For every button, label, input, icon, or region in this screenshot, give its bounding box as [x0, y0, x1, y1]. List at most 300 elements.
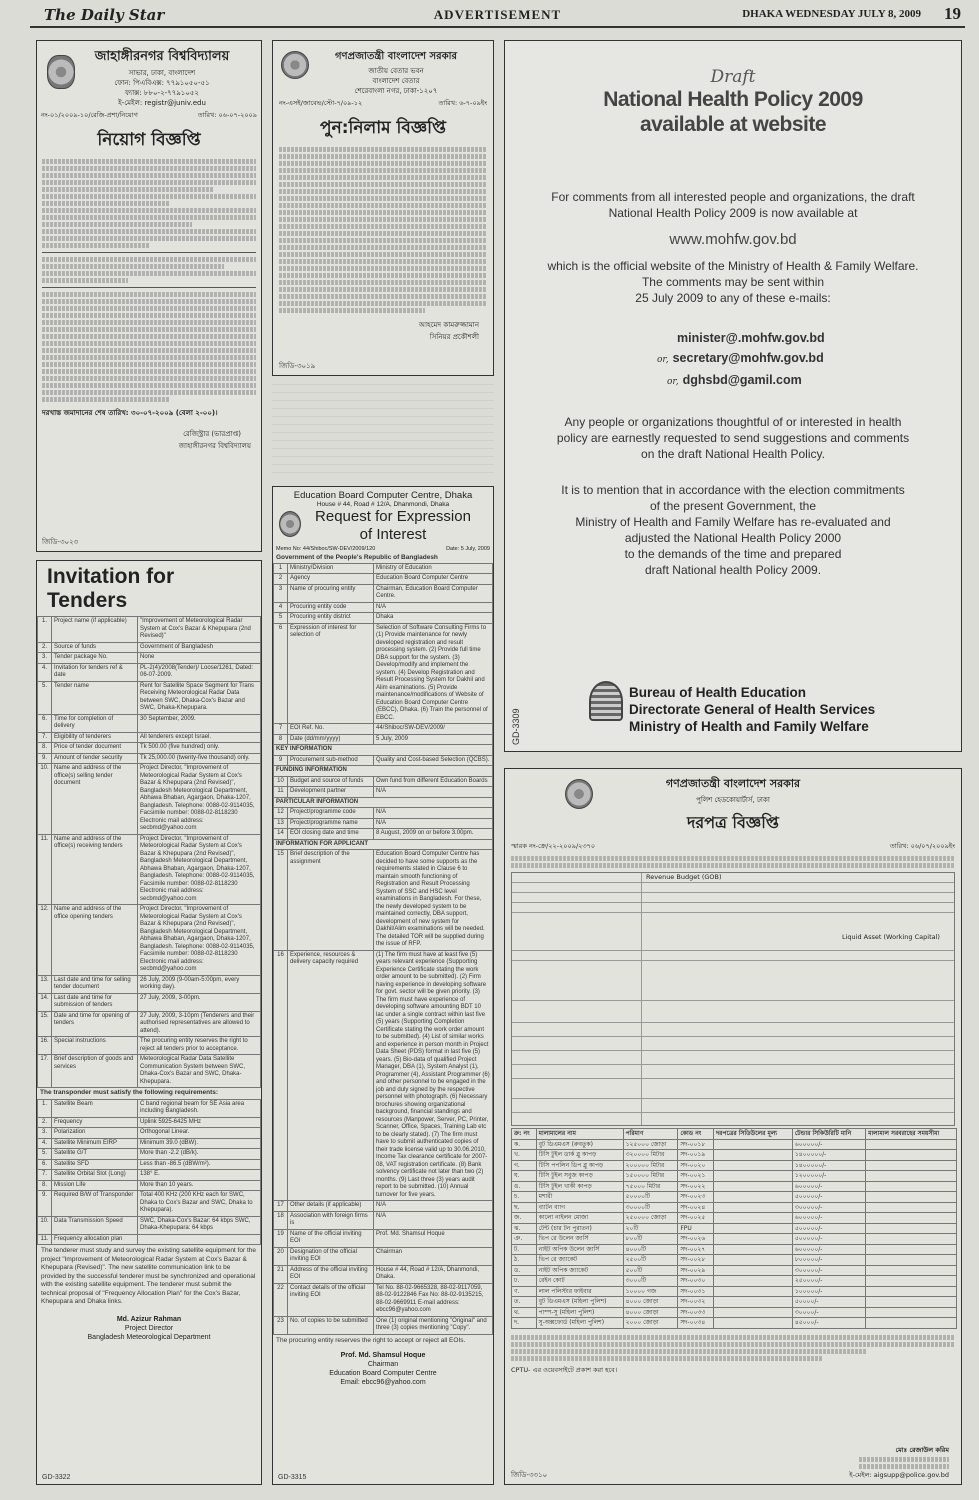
table-cell: 10. — [38, 764, 52, 835]
table-cell: 11 — [274, 787, 288, 798]
eoi-heading1: Request for Expression — [315, 508, 471, 525]
table-cell: Brief description of goods and services — [52, 1055, 138, 1088]
table-cell: ৩০০০টি — [623, 1276, 678, 1287]
section-name: ADVERTISEMENT — [433, 7, 562, 22]
table-cell: সদ-০০২১ — [678, 1171, 714, 1182]
table-row — [274, 1265, 493, 1283]
table-cell: ৪৫০০০/- — [792, 1318, 865, 1329]
column-header: দরপত্রের সিডিউলের মূল্য — [714, 1129, 793, 1140]
table-cell: 4. — [38, 663, 52, 681]
hp-draft: Draft — [710, 67, 756, 87]
table-row — [274, 776, 493, 787]
table-cell — [866, 1276, 957, 1287]
table-row — [38, 1128, 261, 1139]
table-cell — [866, 1213, 957, 1224]
table-row — [512, 1297, 957, 1308]
table-row — [38, 1011, 261, 1037]
table-cell: টিসি টুইল ডার্ক ব্লু কাপড় — [536, 1150, 623, 1161]
table-cell: 11. — [38, 1234, 52, 1245]
table-cell: 30 September, 2009. — [138, 714, 261, 732]
table-cell — [714, 1297, 793, 1308]
table-cell — [866, 1286, 957, 1297]
table-cell: Satellite G/T — [52, 1149, 138, 1160]
table-row — [512, 1150, 957, 1161]
ju-fax: ফ্যাক্স: ৮৮০-২-৭৭৯১০৫২ — [125, 89, 199, 97]
table-cell: ৩২০০০০ মিটার — [623, 1150, 678, 1161]
section-row — [274, 797, 493, 808]
table-row — [38, 975, 261, 993]
table-cell: Association with foreign firms is — [288, 1211, 374, 1229]
table-cell: Agency — [288, 574, 374, 585]
table-cell: 8 — [274, 734, 288, 745]
table-cell: ১৪০০০০০/- — [792, 1160, 865, 1171]
paper-name: The Daily Star — [44, 6, 165, 24]
hp-p3b: policy are earnestly requested to send suggestions and comments — [556, 431, 910, 445]
table-cell: 12 — [274, 808, 288, 819]
table-cell: ৬০০০০০/- — [792, 1181, 865, 1192]
police-memo-date: তারিখ: ০৬/০৭/২০০৯ইং — [889, 842, 955, 850]
betar-ad — [272, 40, 494, 376]
ju-email: ই-মেইল: registr@juniv.edu — [118, 99, 206, 107]
table-cell: ক. — [512, 1139, 537, 1150]
eoi-memo-date: Date: 5 July, 2009 — [446, 546, 490, 552]
table-cell: ড. — [512, 1265, 537, 1276]
table-cell: EOI closing date and time — [288, 829, 374, 840]
table-cell: N/A — [374, 787, 493, 798]
table-cell: 9. — [38, 753, 52, 764]
column-header: টেন্ডার সিকিউরিটি মানি — [792, 1129, 865, 1140]
table-cell: Mission Life — [52, 1180, 138, 1191]
table-cell: Tk 25,000.00 (twenty-five thousand) only. — [138, 753, 261, 764]
table-cell: Dhaka — [374, 613, 493, 624]
table-cell: লাল পলিস্টার ফাইবার — [536, 1286, 623, 1297]
table-row — [38, 714, 261, 732]
table-cell: টিসি টুইল সবুজ কাপড় — [536, 1171, 623, 1182]
table-cell: 8 August, 2009 on or before 3.00pm. — [374, 829, 493, 840]
ju-memo-date: তারিখ: ০৬-০৭-২০০৯ — [197, 111, 257, 119]
table-cell: 2 — [274, 574, 288, 585]
eoi-signer-org: Education Board Computer Centre — [329, 1370, 437, 1377]
table-cell: Rent for Satellite Space Segment for Trans Receiving Meteorological Radar Data between SWC, Dhaka-Cox's Bazar and SWC, Dhaka-Khepupara. — [138, 681, 261, 714]
ju-signer: রেজিস্ট্রার (ভারপ্রাপ্ত) — [183, 430, 241, 438]
table-row — [38, 1216, 261, 1234]
table-cell: সদ-০০৩৩ — [678, 1307, 714, 1318]
table-cell: 5. — [38, 681, 52, 714]
table-cell — [866, 1192, 957, 1203]
table-cell: থ. — [512, 1307, 537, 1318]
table-cell: 7 — [274, 724, 288, 735]
table-cell — [866, 1234, 957, 1245]
eoi-govt: Government of the People's Republic of Bangladesh — [276, 554, 438, 561]
table-cell: Amount of tender security — [52, 753, 138, 764]
table-cell: Last date and time for submission of tenders — [52, 993, 138, 1011]
table-cell — [714, 1213, 793, 1224]
police-liquid: Liquid Asset (Working Capital) — [842, 933, 940, 941]
table-cell: Less than -86.5 (dBW/m²). — [138, 1159, 261, 1170]
table-cell: Project Director, "Improvement of Meteorological Radar System at Cox's Bazar & Khepupara (2nd Revised)", Bangladesh Meteorological Department, Abhawa Bhaban, Agargaon, Dhaka-1207, Bangladesh. Telephone: 0088-02-9114035, Facsimile number: 0088-02-8118230 Electronic mail address: secbmd@yahoo.com — [138, 764, 261, 835]
table-cell: One (1) original mentioning "Original" and three (3) copies mentioning "Copy". — [374, 1316, 493, 1334]
table-cell: সদ-০০২৪ — [678, 1202, 714, 1213]
table-cell: 26 July, 2009 (9-00am-5:00pm, every working day). — [138, 975, 261, 993]
health-policy-ad — [504, 40, 962, 752]
table-cell — [714, 1171, 793, 1182]
ju-ref: জিডি-৩০২৩ — [42, 538, 79, 546]
table-row — [38, 732, 261, 743]
table-cell: সু-অক্সফোর্ড (মহিলা পুলিশ) — [536, 1318, 623, 1329]
table-row — [38, 1191, 261, 1217]
table-cell: ২৫০০টি — [623, 1255, 678, 1266]
table-row — [512, 1276, 957, 1287]
betar-signer-title: সিনিয়র প্রকৌশলী — [429, 333, 479, 341]
ju-signer-org: জাহাঙ্গীরনগর বিশ্ববিদ্যালয় — [178, 442, 251, 450]
table-cell: Total 400 KHz (200 KHz each for SWC, Dhaka to Cox's Bazar and SWC, Dhaka to Khepupara). — [138, 1191, 261, 1217]
table-cell — [866, 1150, 957, 1161]
table-cell: (1) The firm must have at least five (5) years relevant experience (Supporting Experience Certificate stating the work order amount to be submitted). (2) Firm having experience in developing software for govt. sector will be given priority. (3) The firm must have experience of developing software amounting BDT 10 lac under a single contract within last five (5) years (Supporting Completion Certificate stating the work order amount to be submitted). (4) List of similar works and experience in person month in Project Data Sheet (PDS) format in last five (5) years. (5) Bio-data of qualified Project Manager, DBA (1), System Analyst (1), Programmer (4), Assistant Programmer (6) and other personnel to be engaged in the job and duly signed by the respective personnel with photograph. (6) Necessary brochures showing organizational background, financial standings and resources (Manpower, Server, PC, Printer, Scanner, Office, Spaces, Training Lab etc to be clearly stated). (7) The firm must have to submit authenticated copies of their trade license valid up to 30.06.2010, Income Tax clearance certificate for 2007-08, VAT registration certificate. (8) Bank solvency certificate not later than two (2) months. (9) Last three (3) years audit report to be submitted. (10) Annual turnover for five years. — [374, 950, 493, 1201]
hp-url: www.mohfw.gov.bd — [669, 231, 797, 248]
police-sub: পুলিশ হেডকোয়ার্টার্স, ঢাকা — [696, 796, 770, 804]
table-row — [274, 584, 493, 602]
ju-memo: নং-০১/২০০৯-১০/রেজি-প্রশা/নিয়োগ — [41, 111, 138, 119]
table-cell: দ. — [512, 1318, 537, 1329]
table-cell: 15 — [274, 850, 288, 951]
table-row — [274, 1201, 493, 1212]
table-cell: 13. — [38, 975, 52, 993]
table-cell: 9. — [38, 1191, 52, 1217]
police-budget: Revenue Budget (GOB) — [646, 873, 722, 881]
section-row — [274, 745, 493, 756]
table-cell: 8. — [38, 743, 52, 754]
table-cell: 4. — [38, 1138, 52, 1149]
table-row — [38, 993, 261, 1011]
table-cell: All tenderers except Israel. — [138, 732, 261, 743]
table-cell: ৮০০টি — [623, 1234, 678, 1245]
tender-signer: Md. Azizur Rahman — [116, 1315, 182, 1323]
table-cell: Project Director, "Improvement of Meteorological Radar System at Cox's Bazar & Khepupara (2nd Revised)", Bangladesh Meteorological Department, Abhawa Bhaban, Agargaon, Dhaka-1207, Bangladesh. Telephone: 0088-02-9114035, Facsimile number: 0088-02-8118230 Electronic mail address: secbmd@yahoo.com — [138, 905, 261, 976]
table-cell — [866, 1244, 957, 1255]
table-cell — [866, 1265, 957, 1276]
table-cell: Experience, resources & delivery capacity required — [288, 950, 374, 1201]
tender-signer-org: Bangladesh Meteorological Department — [87, 1333, 211, 1341]
table-cell: ৬০০০০০/- — [792, 1213, 865, 1224]
betar-ref: জিডি-৩০১৯ — [279, 362, 316, 370]
table-cell: ৪০০০ জোড়া — [623, 1297, 678, 1308]
hp-p1a: For comments from all interested people and organizations, the draft — [551, 190, 915, 204]
table-row — [274, 1211, 493, 1229]
table-cell: Prof. Md. Shamsul Hoque — [374, 1229, 493, 1247]
table-cell: ১০০০০০/- — [792, 1286, 865, 1297]
table-cell: 20 — [274, 1247, 288, 1265]
issue-date: DHAKA WEDNESDAY JULY 8, 2009 — [742, 8, 921, 20]
table-cell: 11. — [38, 834, 52, 905]
table-cell: ট. — [512, 1244, 537, 1255]
table-cell: Last date and time for selling tender document — [52, 975, 138, 993]
table-cell: সদ-০০২৩ — [678, 1192, 714, 1203]
table-cell: Satellite Minimum EIRP — [52, 1138, 138, 1149]
tender-ref: GD-3322 — [42, 1474, 71, 1481]
table-cell: Frequency allocation plan — [52, 1234, 138, 1245]
table-cell: ণ. — [512, 1286, 537, 1297]
table-cell: ৮০০০০০/- — [792, 1255, 865, 1266]
table-cell: সদ-০০২২ — [678, 1181, 714, 1192]
table-cell: নাইট অপিক জ্যাকেট — [536, 1265, 623, 1276]
table-cell: ১২০০০০০/- — [792, 1171, 865, 1182]
table-row — [38, 1170, 261, 1181]
table-cell: ছ. — [512, 1202, 537, 1213]
table-cell: Special instructions — [52, 1037, 138, 1055]
hp-org3: Ministry of Health and Family Welfare — [629, 719, 869, 734]
table-cell: মশারী — [536, 1192, 623, 1203]
eoi-signer: Prof. Md. Shamsul Hoque — [340, 1352, 426, 1359]
table-cell: Name and address of the office opening tenders — [52, 905, 138, 976]
table-row — [274, 950, 493, 1201]
table-cell: 5 July, 2009 — [374, 734, 493, 745]
table-cell: 17 — [274, 1201, 288, 1212]
table-cell: 3 — [274, 584, 288, 602]
table-cell: ১৪০০০০০/- — [792, 1150, 865, 1161]
table-cell: খ. — [512, 1150, 537, 1161]
table-cell: ৭৫০০০ মিটার — [623, 1181, 678, 1192]
table-cell: Tel No. 88-02-9665328, 88-02-9117059, 88-02-9122846 Fax No: 88-02-9135215, 88-02-9669911 E-mail address: ebcc96@yahoo.com — [374, 1283, 493, 1316]
table-cell: Time for completion of delivery — [52, 714, 138, 732]
table-cell: 1 — [274, 563, 288, 574]
table-cell: Development partner — [288, 787, 374, 798]
table-cell: সদ-০০২৮ — [678, 1255, 714, 1266]
table-cell: ২৫০০০০ জোড়া — [623, 1213, 678, 1224]
table-cell — [866, 1139, 957, 1150]
table-cell: জ. — [512, 1213, 537, 1224]
table-row — [38, 617, 261, 643]
tender-table — [37, 616, 261, 1088]
table-cell: ১৫০০০০ মিটার — [623, 1171, 678, 1182]
tender-signer-title: Project Director — [124, 1324, 174, 1332]
betar-memo-date: তারিখ: ৬-৭-০৯ইং — [438, 99, 487, 107]
table-cell: Uplink 5925-6425 MHz — [138, 1117, 261, 1128]
table-cell: ২০০০০০ মিটার — [623, 1160, 678, 1171]
hp-p2a: which is the official website of the Ministry of Health & Family Welfare. — [547, 259, 919, 273]
table-cell: সদ-০০২৫ — [678, 1213, 714, 1224]
tender-heading: Invitation for Tenders — [47, 565, 175, 612]
hp-email1: minister@.mohfw.gov.bd — [677, 331, 825, 345]
table-cell: Name and address of the office(s) receiving tenders — [52, 834, 138, 905]
table-cell: 3. — [38, 653, 52, 664]
spec-table — [37, 1099, 261, 1246]
table-cell: Government of Bangladesh — [138, 642, 261, 653]
hp-ref: GD-3309 — [511, 708, 521, 745]
table-cell: 5 — [274, 613, 288, 624]
table-row — [512, 1181, 957, 1192]
table-cell — [714, 1181, 793, 1192]
table-row — [274, 818, 493, 829]
table-cell: 2. — [38, 642, 52, 653]
police-govt-title: গণপ্রজাতন্ত্রী বাংলাদেশ সরকার — [665, 777, 801, 790]
table-cell: ২৫০০০০/- — [792, 1276, 865, 1287]
table-row — [512, 1307, 957, 1318]
table-cell: 18 — [274, 1211, 288, 1229]
betar-memo: নং-এসই/জাবেভ/স্টো-৭/০৯-১২ — [279, 99, 363, 107]
table-cell: SWC, Dhaka-Cox's Bazar: 64 kbps SWC, Dhaka-Khepupara: 64 kbps — [138, 1216, 261, 1234]
table-cell: 44/Shiboc/SW-DEV/2009/ — [374, 724, 493, 735]
eoi-table — [273, 563, 493, 1335]
table-cell: Education Board Computer Centre has decided to have some supports as the requirements stated in Clause 6 to maintain smooth functioning of Registration and Result Processing System of SSC and HSC level examinations in Bangladesh. For these, the newly developed system to be maintained correctly, DBA support, development of new system for Dakhil/Alim examinations will be needed. The detailed TOR will be supplied during the issue of RFP. — [374, 850, 493, 951]
table-cell: 9 — [274, 755, 288, 766]
hp-p4f: draft National health Policy 2009. — [644, 563, 822, 577]
table-cell: Procurement sub-method — [288, 755, 374, 766]
table-cell — [866, 1318, 957, 1329]
table-cell: Data Transmission Speed — [52, 1216, 138, 1234]
table-row — [274, 829, 493, 840]
table-cell: নাইট অপিক উলেন জার্সি — [536, 1244, 623, 1255]
eoi-signer-title: Chairman — [367, 1361, 399, 1368]
table-cell: Orthogonal Linear. — [138, 1128, 261, 1139]
table-row — [38, 905, 261, 976]
table-cell: Invitation for tenders ref & date — [52, 663, 138, 681]
table-row — [274, 850, 493, 951]
table-cell: Expression of interest for selection of — [288, 623, 374, 724]
table-cell: Date and time for opening of tenders — [52, 1011, 138, 1037]
eoi-heading2: of Interest — [359, 526, 427, 543]
tender-spec-intro: The transponder must satisfy the following requirements: — [40, 1089, 219, 1096]
section-label: FUNDING INFORMATION — [274, 766, 493, 777]
table-cell: Budget and source of funds — [288, 776, 374, 787]
hp-p3c: on the draft National Health Policy. — [641, 447, 825, 461]
table-row — [512, 1160, 957, 1171]
police-seal-icon — [565, 779, 593, 809]
table-cell: 6. — [38, 1159, 52, 1170]
table-cell: Other details (if applicable) — [288, 1201, 374, 1212]
table-row — [512, 1213, 957, 1224]
police-info-grid — [511, 872, 955, 1126]
table-cell — [866, 1255, 957, 1266]
table-cell: PL-2(4)/2008(Tender)/ Loose/1261, Dated: 06-07-2009. — [138, 663, 261, 681]
table-cell: Procuring entity district — [288, 613, 374, 624]
table-cell: 7. — [38, 732, 52, 743]
table-cell: 7. — [38, 1170, 52, 1181]
table-cell: ভিপ রে উলেন জার্সি — [536, 1234, 623, 1245]
table-cell: সদ-০০৩০ — [678, 1276, 714, 1287]
table-row — [38, 1149, 261, 1160]
table-cell — [714, 1318, 793, 1329]
table-cell: Polarization — [52, 1128, 138, 1139]
page-number: 19 — [944, 4, 961, 23]
table-cell: 16 — [274, 950, 288, 1201]
table-cell: ৫০০টি — [623, 1265, 678, 1276]
table-cell: পাম্প-সু (মহিলা পুলিশ) — [536, 1307, 623, 1318]
blank-lines — [272, 384, 494, 474]
table-cell: Chairman, Education Board Computer Centre. — [374, 584, 493, 602]
hp-email3: or, dghsbd@gamil.com — [667, 373, 802, 387]
table-row — [38, 1099, 261, 1117]
table-row — [38, 663, 261, 681]
table-cell: Tk 500.00 (five hundred) only. — [138, 743, 261, 754]
university-seal-icon — [47, 55, 75, 89]
table-row — [512, 1265, 957, 1276]
betar-signer: আহমেদ কামরুজ্জামান — [418, 321, 479, 329]
table-row — [274, 563, 493, 574]
hp-p3a: Any people or organizations thoughtful of or interested in health — [564, 415, 902, 429]
betar-sub1: জাতীয় বেতার ভবন — [368, 67, 424, 75]
table-cell: Procuring entity code — [288, 602, 374, 613]
table-cell: ঙ. — [512, 1181, 537, 1192]
table-cell: ৫০০০০টি — [623, 1192, 678, 1203]
police-heading: দরপত্র বিজ্ঞপ্তি — [687, 813, 779, 832]
table-cell: The procuring entity reserves the right to reject all tenders prior to acceptance. — [138, 1037, 261, 1055]
table-cell: Education Board Computer Centre — [374, 574, 493, 585]
table-cell — [714, 1202, 793, 1213]
table-row — [512, 1318, 957, 1329]
table-cell: 17. — [38, 1055, 52, 1088]
eoi-ref: GD-3315 — [278, 1474, 307, 1481]
table-cell: "Improvement of Meteorological Radar System at Cox's Bazar & Khepupara (2nd Revised)" — [138, 617, 261, 643]
table-cell: Ministry/Division — [288, 563, 374, 574]
eoi-org: Education Board Computer Centre, Dhaka — [293, 490, 473, 501]
table-cell — [714, 1192, 793, 1203]
table-cell: ৩০০০০টি — [623, 1202, 678, 1213]
table-row — [512, 1234, 957, 1245]
table-cell: EOI Ref. No. — [288, 724, 374, 735]
eoi-footer: The procuring entity reserves the right to accept or reject all EOIs. — [276, 1336, 466, 1344]
bhe-logo-icon — [589, 681, 623, 721]
column-header: মালামাল সরবরাহের সময়সীমা — [866, 1129, 957, 1140]
table-cell: Quality and Cost-based Selection (QCBS). — [374, 755, 493, 766]
table-cell: 10 — [274, 776, 288, 787]
hp-p1b: National Health Policy 2009 is now available at — [608, 206, 858, 220]
table-cell: ১২৫০০০ জোড়া — [623, 1139, 678, 1150]
betar-govt-title: গণপ্রজাতন্ত্রী বাংলাদেশ সরকার — [335, 51, 457, 62]
table-row — [38, 1159, 261, 1170]
table-cell: N/A — [374, 808, 493, 819]
govt-seal-icon — [281, 51, 309, 79]
table-cell: বুট ডিএমএস (মহিলা পুলিশ) — [536, 1297, 623, 1308]
table-cell: Name of procuring entity — [288, 584, 374, 602]
table-cell: ৩০০০০০/- — [792, 1202, 865, 1213]
hp-org2: Directorate General of Health Services — [629, 702, 876, 717]
table-cell: More than -2.2 (dB/k). — [138, 1149, 261, 1160]
table-cell: C band regional beam for SE Asia area including Bangladesh. — [138, 1099, 261, 1117]
table-cell: ভিপ রে জ্যাকেট — [536, 1255, 623, 1266]
tender-footer-text: The tenderer must study and survey the existing satellite equipment for the project "Improvement of Meteorological Radar System at Cox's Bazar & Khepupara (Revised)". The new satellite communication link to be provided by the successful tenderer must be synchronized and operational with the existing satellite equipment. The tenderer must submit the technical proposal of "Frequency Allocation Plan" for the Cox's Bazar, Khepupara and Dhaka links. — [41, 1247, 256, 1305]
table-cell — [138, 1234, 261, 1245]
eoi-memo: Memo No: 44/Shiboc/SW-DEV/2009/120 — [276, 546, 376, 552]
table-cell: 19 — [274, 1229, 288, 1247]
table-cell — [866, 1307, 957, 1318]
table-cell: 23 — [274, 1316, 288, 1334]
table-cell: Price of tender document — [52, 743, 138, 754]
table-cell: Satellite Beam — [52, 1099, 138, 1117]
table-cell — [866, 1202, 957, 1213]
table-cell: Satellite SFD — [52, 1159, 138, 1170]
police-ref: জিডি-৩৩১০ — [511, 1471, 548, 1479]
table-cell: টেন্ট (চার টন পুরাতন) — [536, 1223, 623, 1234]
table-cell — [714, 1150, 793, 1161]
police-email: ই-মেইল: aigsupp@police.gov.bd — [849, 1471, 949, 1479]
table-cell: সদ-০০৩৪ — [678, 1318, 714, 1329]
hp-org1: Bureau of Health Education — [629, 685, 807, 700]
table-cell: ঞ. — [512, 1234, 537, 1245]
table-cell: 27 July, 2009, 3-00pm. — [138, 993, 261, 1011]
table-cell: টিসি টুইল খাকী কাপড় — [536, 1181, 623, 1192]
table-row — [38, 1180, 261, 1191]
table-cell: 21 — [274, 1265, 288, 1283]
hp-email2: or, secretary@mohfw.gov.bd — [657, 351, 824, 365]
table-cell: ঝ. — [512, 1223, 537, 1234]
table-cell — [714, 1286, 793, 1297]
table-row — [38, 753, 261, 764]
hp-p4b: of the present Government, the — [649, 499, 817, 513]
hp-p4a: It is to mention that in accordance with the election commitments — [561, 483, 905, 497]
table-row — [512, 1223, 957, 1234]
table-row — [38, 1055, 261, 1088]
table-cell: ত. — [512, 1297, 537, 1308]
